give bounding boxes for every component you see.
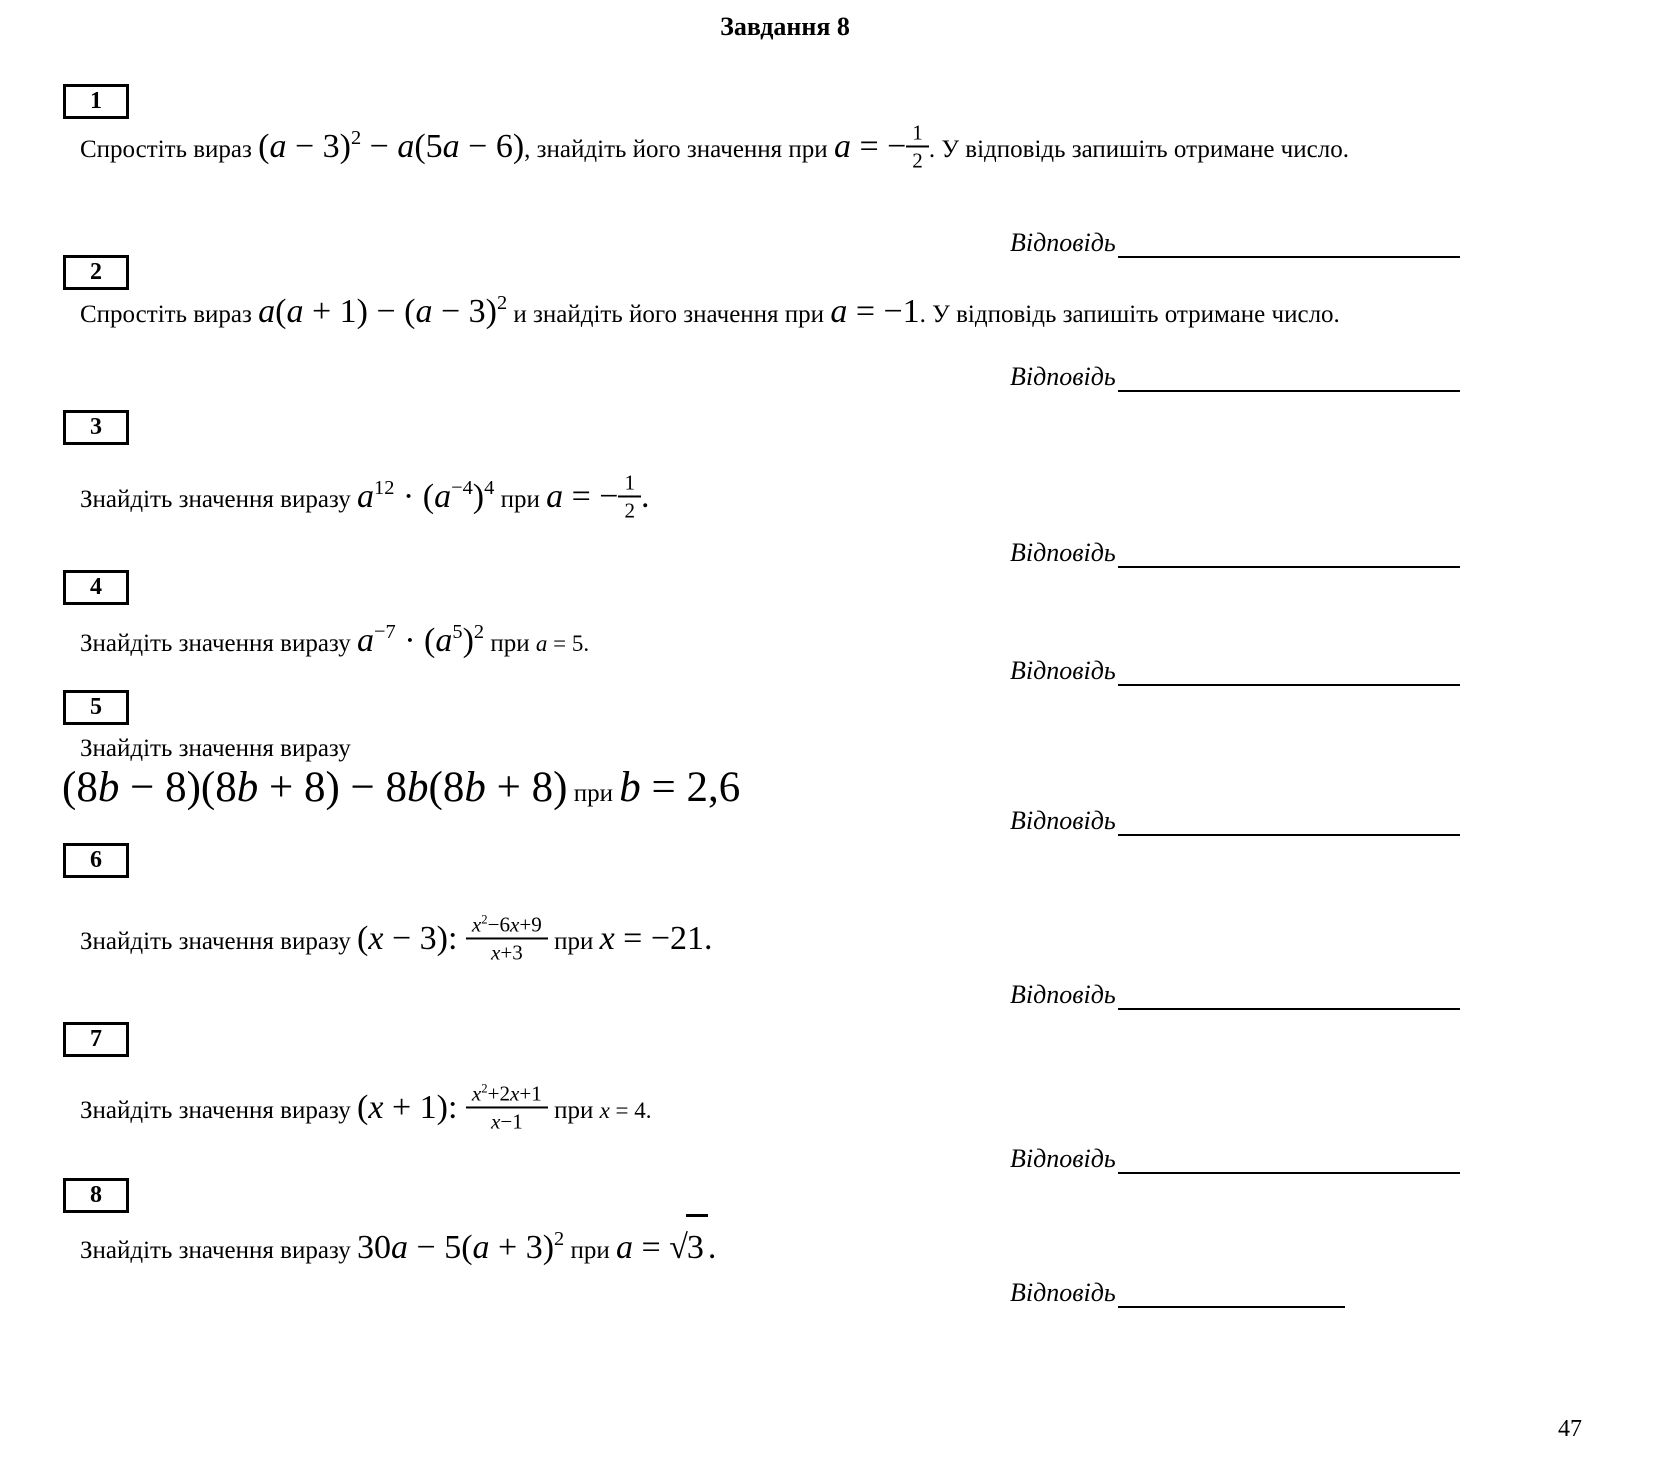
radical-sign: √ bbox=[669, 1229, 688, 1266]
answer-row bbox=[1010, 804, 1460, 836]
answer-line[interactable] bbox=[1118, 360, 1460, 392]
math-variable: a bbox=[258, 293, 276, 330]
math-text: · ( bbox=[395, 622, 436, 659]
task-number-box bbox=[63, 843, 129, 878]
math-variable: a bbox=[269, 128, 287, 165]
answer-label: Відповідь bbox=[1010, 1278, 1116, 1307]
math-expression bbox=[600, 1069, 652, 1153]
answer-line[interactable] bbox=[1118, 536, 1460, 568]
math-expression bbox=[357, 1218, 564, 1278]
fraction bbox=[906, 120, 929, 172]
math-variable: a bbox=[616, 1229, 633, 1266]
math-variable: a bbox=[535, 631, 548, 656]
answer-line[interactable] bbox=[1118, 978, 1460, 1010]
numerator bbox=[466, 912, 548, 939]
answer-label: Відповідь bbox=[1010, 228, 1116, 257]
math-variable: b bbox=[236, 764, 259, 811]
statement-text: при bbox=[567, 780, 620, 807]
exponent: 2 bbox=[350, 126, 362, 149]
math-text: −1 bbox=[500, 1109, 523, 1134]
math-text: − bbox=[361, 128, 398, 165]
statement-text: при bbox=[547, 1097, 600, 1124]
exponent: −4 bbox=[451, 476, 473, 499]
square-root bbox=[669, 1214, 708, 1278]
radicand: 3 bbox=[686, 1214, 708, 1278]
task-number-box bbox=[63, 1178, 129, 1213]
math-text: . bbox=[707, 1229, 717, 1266]
answer-row bbox=[1010, 360, 1460, 392]
task-number: 3 bbox=[90, 414, 102, 440]
math-variable: b bbox=[407, 764, 429, 811]
math-text: 2 bbox=[624, 498, 635, 523]
statement-text: Знайдіть значення виразу bbox=[80, 928, 358, 955]
task-number-box bbox=[63, 570, 129, 605]
math-text: 1 bbox=[624, 470, 635, 495]
statement-text: при bbox=[564, 1237, 616, 1264]
denominator bbox=[466, 940, 548, 965]
math-text: + 3) bbox=[489, 1229, 555, 1266]
fraction bbox=[466, 1081, 548, 1133]
task-number-box bbox=[63, 410, 129, 445]
math-variable: a bbox=[434, 478, 452, 515]
task-statement bbox=[80, 1214, 716, 1284]
math-text: . bbox=[640, 478, 650, 515]
numerator bbox=[906, 120, 929, 147]
task-statement bbox=[80, 1066, 652, 1156]
math-text: +1 bbox=[519, 1081, 542, 1106]
exponent: 4 bbox=[484, 476, 495, 499]
math-text: = −21. bbox=[614, 920, 713, 957]
task-number: 4 bbox=[90, 574, 102, 600]
math-text: (5 bbox=[414, 128, 443, 165]
math-variable: b bbox=[619, 764, 641, 811]
math-text: ( bbox=[357, 920, 369, 957]
answer-row bbox=[1010, 226, 1460, 258]
math-variable: a bbox=[830, 293, 848, 330]
math-text: +9 bbox=[519, 912, 542, 937]
exponent: 12 bbox=[374, 476, 395, 499]
math-expression bbox=[830, 286, 919, 338]
task-number: 5 bbox=[90, 694, 102, 720]
answer-line[interactable] bbox=[1118, 226, 1460, 258]
math-expression bbox=[357, 612, 484, 670]
math-text: + 1) − ( bbox=[303, 293, 416, 330]
answer-line[interactable] bbox=[1118, 804, 1460, 836]
answer-line[interactable] bbox=[1118, 1276, 1345, 1308]
math-variable: a bbox=[357, 622, 375, 659]
exponent: 5 bbox=[452, 620, 463, 643]
math-variable: a bbox=[442, 128, 460, 165]
task-statement bbox=[80, 110, 1460, 190]
math-text: = −1 bbox=[847, 293, 920, 330]
answer-line[interactable] bbox=[1118, 654, 1460, 686]
numerator bbox=[618, 470, 641, 497]
math-text: = 5. bbox=[547, 631, 590, 656]
statement-text: Спростіть вираз bbox=[80, 136, 259, 163]
math-text: + 1): bbox=[383, 1089, 466, 1126]
math-expression bbox=[258, 110, 524, 184]
exponent: 2 bbox=[481, 912, 488, 927]
math-text: (8 bbox=[428, 764, 465, 811]
math-text: + 8) bbox=[485, 764, 568, 811]
math-text: +3 bbox=[500, 940, 523, 965]
statement-text: . У відповідь запишіть отримане число. bbox=[919, 301, 1340, 328]
task-number-box bbox=[63, 690, 129, 725]
math-variable: b bbox=[97, 764, 120, 811]
task-number: 1 bbox=[90, 88, 102, 114]
math-expression bbox=[536, 615, 589, 673]
answer-label: Відповідь bbox=[1010, 656, 1116, 685]
denominator bbox=[618, 498, 641, 523]
answer-row bbox=[1010, 1276, 1345, 1308]
math-variable: a bbox=[357, 478, 375, 515]
math-text: = − bbox=[850, 128, 907, 165]
answer-line[interactable] bbox=[1118, 1142, 1460, 1174]
answer-label: Відповідь bbox=[1010, 1144, 1116, 1173]
math-variable: x bbox=[599, 1098, 610, 1123]
exponent: 2 bbox=[554, 1227, 565, 1250]
statement-text: и знайдіть його значення при bbox=[507, 301, 831, 328]
statement-text: . У відповідь запишіть отримане число. bbox=[928, 136, 1349, 163]
math-expression bbox=[600, 898, 713, 980]
math-text: − 3) bbox=[286, 128, 351, 165]
math-text: = 4. bbox=[609, 1098, 652, 1123]
answer-label: Відповідь bbox=[1010, 538, 1116, 567]
exponent: 2 bbox=[481, 1081, 488, 1096]
task-number: 2 bbox=[90, 259, 102, 285]
task-number-box bbox=[63, 1022, 129, 1057]
answer-label: Відповідь bbox=[1010, 806, 1116, 835]
math-expression bbox=[619, 760, 740, 816]
statement-text: Знайдіть значення виразу bbox=[80, 1097, 358, 1124]
denominator bbox=[906, 148, 929, 173]
math-text: − 5( bbox=[408, 1229, 473, 1266]
math-expression bbox=[357, 1066, 548, 1150]
answer-row bbox=[1010, 978, 1460, 1010]
math-text: + 8) − 8 bbox=[258, 764, 408, 811]
math-expression bbox=[258, 286, 507, 338]
math-variable: x bbox=[599, 920, 615, 957]
math-text: − 6) bbox=[459, 128, 525, 165]
math-variable: a bbox=[415, 293, 433, 330]
math-variable: a bbox=[546, 478, 564, 515]
task-statement bbox=[80, 286, 1460, 344]
math-text: ( bbox=[275, 293, 287, 330]
math-text: · ( bbox=[394, 478, 435, 515]
math-variable: x bbox=[510, 912, 520, 937]
math-variable: x bbox=[368, 920, 384, 957]
math-text: − 8)(8 bbox=[119, 764, 237, 811]
denominator bbox=[466, 1109, 548, 1134]
math-variable: x bbox=[490, 1109, 501, 1134]
math-expression bbox=[834, 110, 929, 184]
math-expression bbox=[357, 898, 548, 980]
math-text: 2 bbox=[912, 148, 923, 173]
statement-text: Знайдіть значення виразу bbox=[80, 630, 358, 657]
math-variable: x bbox=[471, 1081, 482, 1106]
math-text: − 3) bbox=[432, 293, 497, 330]
math-text: 1 bbox=[912, 120, 923, 145]
task-statement bbox=[80, 898, 713, 986]
math-expression bbox=[62, 760, 567, 816]
math-variable: a bbox=[435, 622, 453, 659]
task-number: 7 bbox=[90, 1026, 102, 1052]
statement-text: при bbox=[494, 486, 547, 513]
math-variable: a bbox=[391, 1229, 409, 1266]
task-number: 6 bbox=[90, 847, 102, 873]
answer-row bbox=[1010, 1142, 1460, 1174]
statement-text: при bbox=[484, 630, 536, 657]
math-variable: a bbox=[397, 128, 415, 165]
math-text: ( bbox=[258, 128, 270, 165]
math-text: ) bbox=[462, 622, 474, 659]
math-text: ( bbox=[357, 1089, 369, 1126]
page-title: Завдання 8 bbox=[720, 12, 850, 41]
math-variable: x bbox=[510, 1081, 520, 1106]
math-text: = bbox=[633, 1229, 670, 1266]
math-variable: x bbox=[368, 1089, 384, 1126]
math-text: ) bbox=[472, 478, 485, 515]
math-expression bbox=[616, 1214, 716, 1278]
statement-text: Знайдіть значення виразу bbox=[80, 486, 358, 513]
task-statement bbox=[80, 612, 589, 676]
math-text: = 2,6 bbox=[640, 764, 741, 811]
answer-row bbox=[1010, 536, 1460, 568]
exponent: −7 bbox=[374, 620, 396, 643]
statement-text: , знайдіть його значення при bbox=[524, 136, 834, 163]
page-number: 47 bbox=[1558, 1416, 1582, 1442]
math-text: −6 bbox=[487, 912, 511, 937]
fraction bbox=[466, 912, 548, 964]
math-variable: a bbox=[833, 128, 851, 165]
math-text: = − bbox=[563, 478, 619, 515]
math-variable: a bbox=[286, 293, 304, 330]
math-text: − 3): bbox=[383, 920, 466, 957]
exponent: 2 bbox=[496, 291, 508, 314]
answer-label: Відповідь bbox=[1010, 980, 1116, 1009]
math-variable: x bbox=[471, 912, 482, 937]
task-statement bbox=[80, 457, 649, 543]
answer-label: Відповідь bbox=[1010, 362, 1116, 391]
math-variable: b bbox=[464, 764, 486, 811]
math-text: 30 bbox=[357, 1229, 392, 1266]
math-text: +2 bbox=[487, 1081, 511, 1106]
task-number-box bbox=[63, 255, 129, 290]
statement-text: Знайдіть значення виразу bbox=[80, 1237, 358, 1264]
task-formula bbox=[62, 760, 740, 825]
statement-text: Знайдіть значення виразу bbox=[80, 735, 351, 762]
math-variable: x bbox=[490, 940, 501, 965]
answer-row bbox=[1010, 654, 1460, 686]
fraction bbox=[618, 470, 641, 522]
numerator bbox=[466, 1081, 548, 1108]
math-variable: a bbox=[472, 1229, 490, 1266]
math-expression bbox=[546, 457, 649, 537]
statement-text: при bbox=[547, 928, 600, 955]
math-expression bbox=[357, 457, 494, 537]
exponent: 2 bbox=[473, 620, 485, 643]
math-text: (8 bbox=[62, 764, 98, 811]
task-number: 8 bbox=[90, 1182, 102, 1208]
statement-text: Спростіть вираз bbox=[80, 301, 259, 328]
